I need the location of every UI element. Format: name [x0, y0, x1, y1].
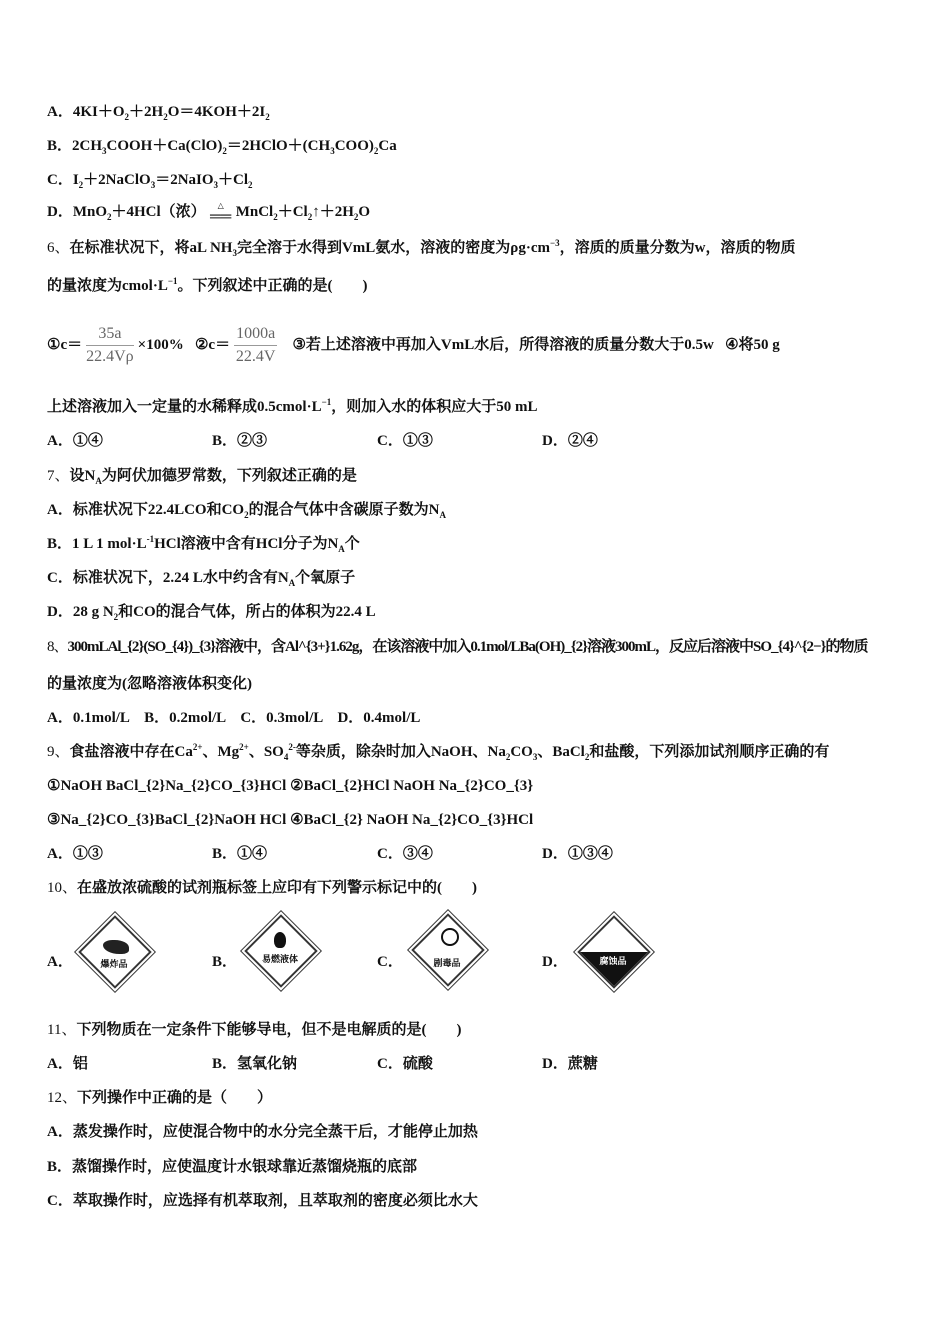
- superscript: 2-: [288, 742, 296, 752]
- option-d: D．①③④: [542, 846, 613, 862]
- option-a: A．铝: [47, 1056, 88, 1072]
- skull-icon: [441, 928, 459, 946]
- question-number: 11、: [47, 1022, 77, 1038]
- option-a: A．①④: [47, 433, 103, 449]
- sign-label: 爆炸品: [100, 959, 128, 969]
- denominator: 22.4V: [235, 348, 276, 366]
- option-label: C．: [377, 954, 403, 970]
- q11-stem: [47, 1020, 461, 1040]
- subscript: 2: [113, 612, 119, 622]
- subscript: 2: [222, 146, 227, 156]
- q11-text: 下列物质在一定条件下能够导电，但不是电解质的是( ): [76, 1022, 462, 1038]
- denominator: 22.4Vρ: [86, 348, 134, 366]
- q8-options: A．0.1mol/L B．0.2mol/L C．0.3mol/L D．0.4mol/L: [47, 710, 421, 726]
- q12-option-a: A．蒸发操作时，应使混合物中的水分完全蒸干后，才能停止加热: [47, 1124, 478, 1140]
- subscript: 2: [373, 146, 379, 156]
- subscript: 2: [505, 752, 511, 762]
- option-a: A．①③: [47, 846, 103, 862]
- q7-option-c: C．标准状况下，2.24 L水中约含有$N_A$个氧原子: [47, 570, 356, 588]
- subscript: 2: [265, 112, 270, 122]
- subscript: A: [439, 510, 446, 520]
- q8-text: 300mLAl_{2}(SO_{4})_{3}溶液中，含Al^{3+}1.62g，在该溶液中加入0.1mol/LBa(OH)_{2}溶液300mL，反应后溶液中SO_{4}^{2−}的物质: [67, 639, 868, 655]
- subscript: 2: [107, 212, 112, 222]
- sign-label: 腐蚀品: [599, 956, 627, 966]
- sign-label: 易燃液体: [261, 954, 298, 964]
- question-number: 9、: [47, 744, 70, 760]
- q5-option-c: C．$I_2+2NaClO_3=2NaIO_3+Cl_2$: [47, 172, 253, 190]
- sign-label: 剧毒品: [433, 958, 461, 968]
- q5-option-a: A．$4KI+O_2+2H_2O=4KOH+2I_2$: [47, 104, 270, 122]
- subscript: 2: [78, 180, 84, 190]
- subscript: 2: [353, 212, 359, 222]
- q12-option-b: B．蒸馏操作时，应使温度计水银球靠近蒸馏烧瓶的底部: [47, 1159, 418, 1175]
- q9-stem-line1: [47, 742, 829, 762]
- q6-stem-line1: [47, 238, 795, 258]
- heat-symbol: △: [217, 201, 224, 210]
- q8-stem-line2: 的量浓度为(忽略溶液体积变化): [47, 676, 252, 692]
- q7-option-d: D．28 g $N_2$和CO的混合气体，所占的体积为22.4 L: [47, 604, 376, 622]
- heating-arrow: [206, 202, 236, 224]
- q8-stem-line1: [47, 637, 867, 657]
- equals-sign: ══: [210, 209, 232, 225]
- option-d: D．蔗糖: [542, 1056, 598, 1072]
- numerator: 1000a: [234, 325, 277, 346]
- q6-statement-4-cont: 上述溶液加入一定量的水稀释成$0.5cmol\cdot L^{-1}$，则加入水的体积应大于50 mL: [47, 397, 538, 415]
- option-label: A．: [47, 954, 73, 970]
- subscript: A: [338, 544, 345, 554]
- q5-option-d: [47, 200, 370, 224]
- q6-statements: [47, 322, 780, 368]
- subscript: 2: [584, 752, 590, 762]
- subscript: 3: [213, 180, 219, 190]
- option-c: C．硫酸: [377, 1056, 433, 1072]
- superscript: 2+: [192, 742, 203, 752]
- subscript: A: [95, 476, 102, 486]
- subscript: 2: [273, 212, 278, 222]
- flame-icon: [274, 932, 286, 948]
- corrosive-sign-icon: [577, 915, 651, 989]
- superscript: −1: [167, 276, 178, 286]
- statement-1-label: ①c＝: [47, 337, 83, 353]
- statement-2-label: ②c＝: [194, 337, 231, 353]
- option-c: C．①③: [377, 433, 433, 449]
- option-b: B．①④: [212, 846, 268, 862]
- flammable-sign-icon: [244, 914, 318, 988]
- q5-d-products: $MnCl_2+Cl_2↑+2H_2O$: [235, 204, 371, 222]
- q7-text: 设$N_A$为阿伏加德罗常数，下列叙述正确的是: [69, 468, 357, 486]
- superscript: −1: [321, 397, 332, 407]
- subscript: 2: [244, 510, 249, 520]
- q6-text: 在标准状况下，将aL $NH_3$完全溶于水得到VmL氨水，溶液的密度为$\rho g\cdot cm^{-3}$，溶质的质量分数为w，溶质的物质: [69, 238, 796, 258]
- subscript: 3: [232, 248, 237, 258]
- option-b: B．氢氧化钠: [212, 1056, 298, 1072]
- superscript: 2+: [239, 742, 249, 752]
- subscript: 2: [307, 212, 313, 222]
- question-number: 7、: [47, 468, 70, 484]
- option-b: B．②③: [212, 433, 268, 449]
- option-d: D．②④: [542, 433, 598, 449]
- question-number: 6、: [47, 240, 70, 256]
- subscript: 3: [102, 146, 107, 156]
- q7-option-a: A．标准状况下22.4LCO和$CO_2$的混合气体中含碳原子数为$N_A$: [47, 502, 446, 520]
- q12-option-c: C．萃取操作时，应选择有机萃取剂，且萃取剂的密度必须比水大: [47, 1193, 478, 1209]
- q9-stem-line3: ③Na_{2}CO_{3}BaCl_{2}NaOH HCl ④BaCl_{2} NaOH Na_{2}CO_{3}HCl: [47, 812, 534, 828]
- option-label: B．: [212, 954, 238, 970]
- q9-text: 食盐溶液中存在$Ca^{2+}$、$Mg^{2+}$、$SO_4^{2-}$等杂质，除杂时加入NaOH、$Na_2CO_3$、BaCl$_2$和盐酸，下列添加试剂顺序正确的有: [69, 742, 830, 762]
- question-number: 8、: [47, 639, 68, 655]
- superscript: -1: [146, 534, 155, 544]
- fraction-2: [234, 325, 277, 366]
- q10-text: 在盛放浓硫酸的试剂瓶标签上应印有下列警示标记中的( ): [77, 880, 478, 896]
- subscript: 2: [124, 112, 130, 122]
- subscript: 3: [150, 180, 156, 190]
- q7-option-b: B．1 L 1 $mol\cdot L^{-1}HCl$溶液中含有HCl分子为$N_A$个: [47, 534, 360, 554]
- statement-1-tail: ×100%: [137, 337, 184, 353]
- question-number: 10、: [47, 880, 78, 896]
- fraction-1: [86, 325, 134, 366]
- q5-d-reactants: D．MnO$_2$＋4HCl（浓）: [47, 204, 206, 222]
- q12-stem: [47, 1088, 272, 1108]
- q10-stem: [47, 878, 477, 898]
- option-c: C．③④: [377, 846, 433, 862]
- subscript: 3: [532, 752, 538, 762]
- q7-stem: [47, 466, 357, 486]
- question-number: 12、: [47, 1090, 78, 1106]
- subscript: 2: [163, 112, 168, 122]
- option-label: D．: [542, 954, 568, 970]
- subscript: 3: [330, 146, 335, 156]
- numerator: 35a: [86, 325, 134, 346]
- statement-3: ③若上述溶液中再加入VmL水后，所得溶液的质量分数大于0.5w: [292, 337, 714, 353]
- q9-stem-line2: ①NaOH BaCl_{2}Na_{2}CO_{3}HCl ②BaCl_{2}HCl NaOH Na_{2}CO_{3}: [47, 778, 534, 794]
- statement-4: ④将50 g: [725, 337, 780, 353]
- subscript: A: [288, 578, 296, 588]
- q6-stem-line2: 的量浓度为$cmol\cdot L^{-1}$。下列叙述中正确的是( ): [47, 276, 368, 294]
- subscript: 2: [248, 180, 253, 190]
- toxic-sign-icon: [411, 913, 485, 987]
- subscript: 4: [283, 752, 289, 762]
- superscript: −3: [549, 238, 560, 248]
- q12-text: 下列操作中正确的是（ ）: [77, 1090, 273, 1106]
- q5-option-b: B．$2CH_3COOH+Ca(ClO)_2=2HClO+(CH_3COO)_2Ca$: [47, 138, 397, 156]
